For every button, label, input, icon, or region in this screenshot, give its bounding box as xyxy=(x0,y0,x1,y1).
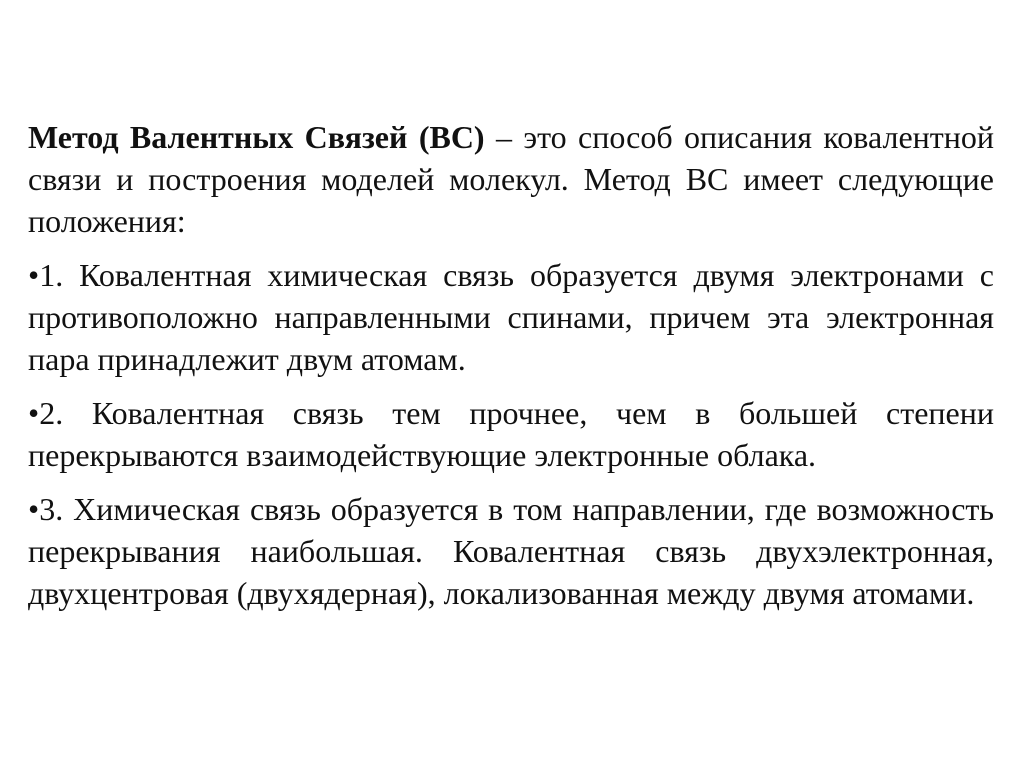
list-item-1: •1. Ковалентная химическая связь образуется двумя электронами с противоположно направленными спинами, причем эта электронная пара принадлежит двум атомам. xyxy=(28,257,994,377)
intro-paragraph xyxy=(28,116,994,242)
intro-text: – это способ описания ковалентной связи и построения моделей молекул. Метод ВС имеет следующие положения: xyxy=(28,119,994,239)
list-item-2: •2. Ковалентная связь тем прочнее, чем в большей степени перекрываются взаимодействующие электронные облака. xyxy=(28,395,994,473)
method-term: Метод Валентных Связей (ВС) xyxy=(28,119,485,155)
slide-content xyxy=(28,116,994,626)
list-item-3: •3. Химическая связь образуется в том направлении, где возможность перекрывания наибольшая. Ковалентная связь двухэлектронная, двухцентровая (двухядерная), локализованная между двумя атомами. xyxy=(28,491,994,611)
